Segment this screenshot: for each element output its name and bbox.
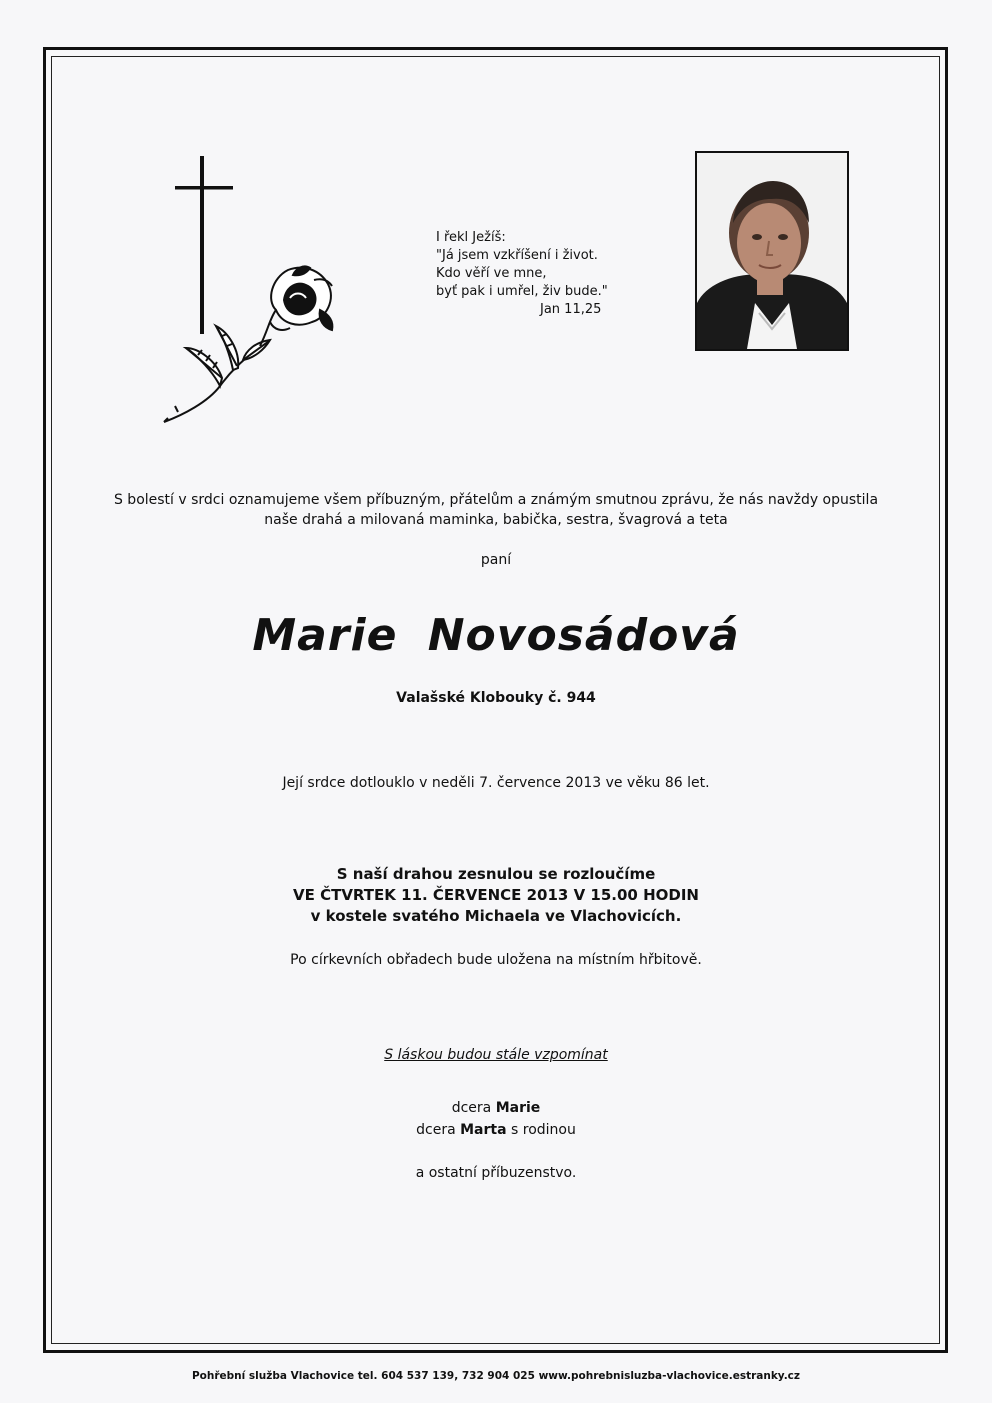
mourner-2-suffix: s rodinou <box>511 1122 576 1138</box>
cross-rose-illustration <box>158 150 348 435</box>
honorific: paní <box>480 552 512 568</box>
mourner-1 <box>60 1097 932 1119</box>
portrait-photo <box>695 151 849 351</box>
portrait-image <box>697 153 847 349</box>
mourner-2 <box>60 1119 932 1141</box>
funeral-line-2: VE ČTVRTEK 11. ČERVENCE 2013 V 15.00 HODIN <box>293 886 699 904</box>
rose-icon <box>164 266 332 422</box>
other-relatives: a ostatní příbuzenstvo. <box>415 1165 577 1181</box>
bible-verse <box>436 229 676 319</box>
burial-notice: Po církevních obřadech bude uložena na místním hřbitově. <box>290 952 702 968</box>
mourner-1-relation: dcera <box>451 1100 492 1116</box>
cross-icon <box>175 156 233 334</box>
verse-line-4: byť pak i umřel, živ bude." <box>436 284 608 299</box>
deceased-address: Valašské Klobouky č. 944 <box>396 690 596 706</box>
funeral-details <box>60 864 932 927</box>
announcement-line-1: S bolestí v srdci oznamujeme všem příbuzným, přátelům a známým smutnou zprávu, že nás navždy opustila <box>113 492 879 508</box>
funeral-line-1: S naší drahou zesnulou se rozloučíme <box>336 865 656 883</box>
verse-reference: Jan 11,25 <box>540 302 602 317</box>
announcement-text <box>60 490 932 530</box>
verse-line-3: Kdo věří ve mne, <box>436 266 547 281</box>
mourner-2-name: Marta <box>460 1122 507 1138</box>
verse-line-2: "Já jsem vzkříšení i život. <box>436 248 598 263</box>
verse-line-1: I řekl Ježíš: <box>436 230 506 245</box>
remembrance-heading: S láskou budou stále vzpomínat <box>384 1047 608 1063</box>
death-notice: Její srdce dotlouklo v neděli 7. července 2013 ve věku 86 let. <box>282 775 710 791</box>
funeral-line-3: v kostele svatého Michaela ve Vlachovicích. <box>310 907 682 925</box>
announcement-line-2: naše drahá a milovaná maminka, babička, sestra, švagrová a teta <box>264 512 728 528</box>
mourner-2-relation: dcera <box>416 1122 456 1138</box>
mourner-1-name: Marie <box>495 1100 541 1116</box>
funeral-service-footer: Pohřební služba Vlachovice tel. 604 537 139, 732 904 025 www.pohrebnisluzba-vlachovice.estranky.cz <box>191 1370 801 1382</box>
deceased-name: Marie Novosádová <box>252 610 740 661</box>
